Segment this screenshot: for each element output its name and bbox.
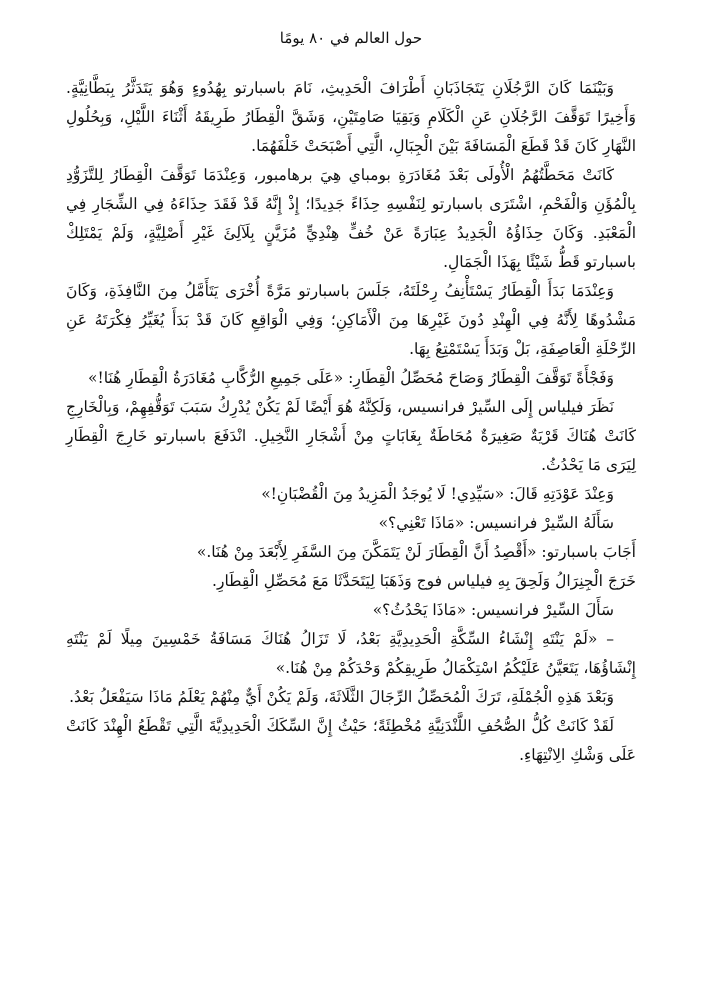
paragraph: نَظَرَ فيلياس إِلَى السِّيرْ فرانسيس، وَلَكِنَّهُ هُوَ أَيْضًا لَمْ يَكُنْ يُدْرِكُ سَبَبَ تَوَقُّفِهِمْ، وَبِالْخَارِجِ كَانَتْ هُنَاكَ قَرْيَةٌ صَغِيرَةٌ مُحَاطَةٌ بِغَابَاتٍ مِنْ أَشْجَارِ النَّخِيلِ. انْدَفَعَ باسبارتو خَارِجَ الْقِطَارِ لِيَرَى مَا يَحْدُثُ. [66, 398, 636, 474]
paragraph: وَفَجْأَةً تَوَقَّفَ الْقِطَارُ وَصَاحَ مُحَصِّلُ الْقِطَارِ: «عَلَى جَمِيعِ الرُّكَّابِ مُغَادَرَةُ الْقِطَارِ هُنَا!» [87, 369, 614, 387]
body-text [66, 74, 636, 770]
paragraph: وَعِنْدَ عَوْدَتِهِ قَالَ: «سَيِّدِي! لَا يُوجَدُ الْمَزِيدُ مِنَ الْقُضْبَانِ!» [261, 485, 614, 503]
paragraph: وَبَيْنَمَا كَانَ الرَّجُلَانِ يَتَجَاذَبَانِ أَطْرَافَ الْحَدِيثِ، نَامَ باسبارتو بِهُدُوءٍ وَهُوَ يَتَدَثَّرُ بِبَطَّانِيَّةٍ. وَأَخِيرًا تَوَقَّفَ الرَّجُلَانِ عَنِ الْكَلَامِ وَبَقِيَا صَامِتَيْنِ، وَشَقَّ الْقِطَارُ طَرِيقَهُ أَثْنَاءَ اللَّيْلِ، وَبِحُلُولِ النَّهَارِ كَانَ قَدْ قَطَعَ الْمَسَافَةَ بَيْنَ الْجِبَالِ، الَّتِي أَصْبَحَتْ خَلْفَهُمَا. [66, 79, 636, 155]
paragraph: خَرَجَ الْجِنِرَالُ وَلَحِقَ بِهِ فيلياس فوج وَذَهَبَا لِيَتَحَدَّثَا مَعَ مُحَصِّلِ الْقِطَارِ. [212, 572, 636, 590]
paragraph: – «لَمْ يَنْتَهِ إِنْشَاءُ السِّكَّةِ الْحَدِيدِيَّةِ بَعْدُ، لَا تَزَالُ هُنَاكَ مَسَافَةُ خَمْسِينَ مِيلًا لَمْ يَنْتَهِ إِنْشَاؤُهَا، يَتَعَيَّنُ عَلَيْكُمُ اسْتِكْمَالُ طَرِيقِكُمْ وَحْدَكُمْ مِنْ هُنَا.» [66, 630, 636, 677]
paragraph: كَانَتْ مَحَطَّتُهُمُ الْأُولَى بَعْدَ مُغَادَرَةِ بومباي هِيَ برهامبور، وَعِنْدَمَا تَوَقَّفَ الْقِطَارُ لِلتَّزَوُّدِ بِالْمُؤَنِ وَالْفَحْمِ، اشْتَرَى باسبارتو لِنَفْسِهِ حِذَاءً جَدِيدًا؛ إِذْ إِنَّهُ قَدْ فَقَدَ حِذَاءَهُ فِي الشِّجَارِ فِي الْمَعْبَدِ. وَكَانَ حِذَاؤُهُ الْجَدِيدُ عِبَارَةً عَنْ خُفٍّ هِنْدِيٍّ مُزَيَّنٍ بِلَآلِئَ غَيْرِ أَصْلِيَّةٍ، وَلَمْ يَمْتَلِكْ باسبارتو قَطُّ شَيْئًا بِهَذَا الْجَمَالِ. [66, 166, 636, 271]
paragraph: أَجَابَ باسبارتو: «أَقْصِدُ أَنَّ الْقِطَارَ لَنْ يَتَمَكَّنَ مِنَ السَّفَرِ لِأَبْعَدَ مِنْ هُنَا.» [196, 543, 636, 561]
paragraph: سَأَلَهُ السِّيرْ فرانسيس: «مَاذَا تَعْنِي؟» [378, 514, 614, 532]
running-header: حول العالم في ٨٠ يومًا [279, 29, 423, 47]
paragraph: وَعِنْدَمَا بَدَأَ الْقِطَارُ يَسْتَأْنِفُ رِحْلَتَهُ، جَلَسَ باسبارتو مَرَّةً أُخْرَى يَتَأَمَّلُ مِنَ النَّافِذَةِ، وَكَانَ مَشْدُوهًا لِأَنَّهُ فِي الْهِنْدِ دُونَ غَيْرِهَا مِنَ الْأَمَاكِنِ؛ وَفِي الْوَاقِعِ كَانَ قَدْ بَدَأَ يُغَيِّرُ فِكْرَتَهُ عَنِ الرِّحْلَةِ الْعَاصِفَةِ، بَلْ وَبَدَأَ يَسْتَمْتِعُ بِهَا. [66, 282, 636, 358]
paragraph: سَأَلَ السِّيرْ فرانسيس: «مَاذَا يَحْدُثُ؟» [372, 601, 614, 619]
paragraph: لَقَدْ كَانَتْ كُلُّ الصُّحُفِ اللَّنْدَنِيَّةِ مُخْطِئَةً؛ حَيْثُ إِنَّ السِّكَكَ الْحَدِيدِيَّةَ الَّتِي تَقْطَعُ الْهِنْدَ كَانَتْ عَلَى وَشْكِ الِانْتِهَاءِ. [66, 717, 636, 764]
paragraph: وَبَعْدَ هَذِهِ الْجُمْلَةِ، تَرَكَ الْمُحَصِّلُ الرِّجَالَ الثَّلَاثَةَ، وَلَمْ يَكُنْ أَيٌّ مِنْهُمْ يَعْلَمُ مَاذَا سَيَفْعَلُ بَعْدُ. [69, 688, 614, 706]
